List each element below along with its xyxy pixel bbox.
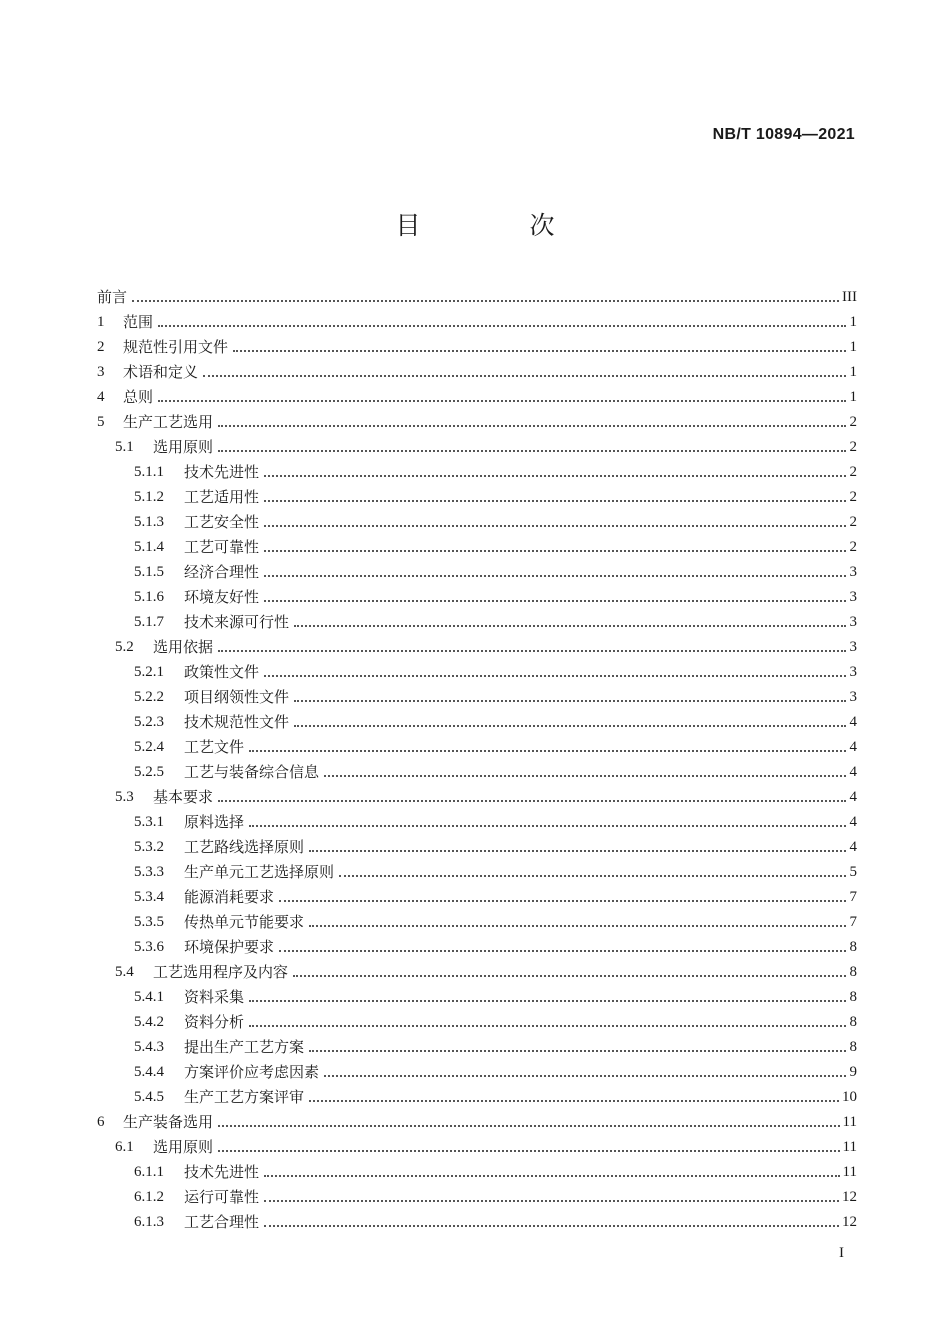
toc-leader-dots xyxy=(218,424,846,427)
toc-leader-dots xyxy=(218,799,846,802)
toc-entry-label: 工艺合理性 xyxy=(184,1213,260,1231)
toc-entry-number: 1 xyxy=(97,314,105,330)
toc-entry[interactable] xyxy=(97,760,857,785)
toc-entry[interactable] xyxy=(97,1210,857,1235)
toc-entry-number: 4 xyxy=(97,389,105,405)
toc-entry-page: 2 xyxy=(849,414,857,430)
toc-entry-page: 8 xyxy=(849,1039,857,1055)
toc-entry-number: 6 xyxy=(97,1114,105,1130)
toc-entry-label: 工艺安全性 xyxy=(184,513,260,531)
toc-leader-dots xyxy=(264,549,846,552)
toc-entry-page: 3 xyxy=(849,614,857,630)
toc-entry[interactable] xyxy=(97,1110,857,1135)
toc-entry-number: 5.4.1 xyxy=(134,989,164,1005)
toc-leader-dots xyxy=(264,474,846,477)
toc-leader-dots xyxy=(218,649,846,652)
toc-entry[interactable] xyxy=(97,960,857,985)
toc-entry[interactable] xyxy=(97,860,857,885)
toc-entry[interactable] xyxy=(97,885,857,910)
toc-entry[interactable] xyxy=(97,335,857,360)
toc-entry[interactable] xyxy=(97,460,857,485)
toc-entry-page: 1 xyxy=(849,314,857,330)
toc-leader-dots xyxy=(264,574,846,577)
toc-leader-dots xyxy=(249,1024,846,1027)
toc-entry-label: 项目纲领性文件 xyxy=(184,688,290,706)
toc-entry-label: 原料选择 xyxy=(184,813,245,831)
toc-entry-page: 11 xyxy=(842,1164,857,1180)
toc-entry-page: III xyxy=(842,289,857,305)
toc-entry[interactable] xyxy=(97,1060,857,1085)
toc-entry-label: 运行可靠性 xyxy=(184,1188,260,1206)
toc-entry-page: 12 xyxy=(842,1214,857,1230)
toc-entry-number: 5.3.1 xyxy=(134,814,164,830)
toc-entry[interactable] xyxy=(97,410,857,435)
toc-entry[interactable] xyxy=(97,435,857,460)
toc-entry-number: 5.1.5 xyxy=(134,564,164,580)
toc-entry[interactable] xyxy=(97,785,857,810)
toc-entry-page: 4 xyxy=(849,714,857,730)
toc-entry-number: 5.2.4 xyxy=(134,739,164,755)
toc-entry[interactable] xyxy=(97,710,857,735)
toc-leader-dots xyxy=(264,524,846,527)
toc-entry-number: 5.2.3 xyxy=(134,714,164,730)
toc-entry[interactable] xyxy=(97,385,857,410)
standard-code: NB/T 10894—2021 xyxy=(712,126,855,143)
toc-entry-page: 8 xyxy=(849,939,857,955)
toc-entry-number: 5.2.1 xyxy=(134,664,164,680)
toc-entry[interactable] xyxy=(97,685,857,710)
toc-leader-dots xyxy=(294,699,846,702)
toc-leader-dots xyxy=(339,874,846,877)
toc-entry-page: 3 xyxy=(849,564,857,580)
toc-entry-page: 1 xyxy=(849,389,857,405)
toc-leader-dots xyxy=(309,1049,846,1052)
toc-entry-page: 3 xyxy=(849,664,857,680)
toc-leader-dots xyxy=(294,724,846,727)
toc-entry-page: 2 xyxy=(849,514,857,530)
toc-entry-page: 12 xyxy=(842,1189,857,1205)
toc-entry-label: 技术规范性文件 xyxy=(184,713,290,731)
toc-entry-label: 选用原则 xyxy=(153,438,214,456)
toc-entry[interactable] xyxy=(97,510,857,535)
toc-entry-page: 4 xyxy=(849,789,857,805)
toc-entry-page: 4 xyxy=(849,739,857,755)
toc-entry[interactable] xyxy=(97,1185,857,1210)
toc-leader-dots xyxy=(309,849,846,852)
toc-entry-label: 工艺适用性 xyxy=(184,488,260,506)
toc-entry[interactable] xyxy=(97,810,857,835)
toc-entry-label: 环境友好性 xyxy=(184,588,260,606)
toc-entry-number: 5.4.3 xyxy=(134,1039,164,1055)
toc-entry-number: 6.1.2 xyxy=(134,1189,164,1205)
toc-entry-page: 2 xyxy=(849,464,857,480)
toc-entry-label: 提出生产工艺方案 xyxy=(184,1038,305,1056)
toc-entry-label: 基本要求 xyxy=(153,788,214,806)
toc-entry-number: 5.1.3 xyxy=(134,514,164,530)
toc-entry-number: 5.1.1 xyxy=(134,464,164,480)
toc-entry-label: 环境保护要求 xyxy=(184,938,275,956)
toc-entry-label: 生产装备选用 xyxy=(123,1113,214,1131)
toc-entry[interactable] xyxy=(97,835,857,860)
toc-leader-dots xyxy=(324,774,846,777)
toc-entry-page: 2 xyxy=(849,539,857,555)
toc-entry[interactable] xyxy=(97,1010,857,1035)
page-title: 目 次 xyxy=(395,211,597,240)
toc-entry[interactable] xyxy=(97,585,857,610)
toc-entry[interactable] xyxy=(97,1135,857,1160)
toc-entry-label: 前言 xyxy=(97,288,128,306)
toc-entry-label: 方案评价应考虑因素 xyxy=(184,1063,320,1081)
toc-entry[interactable] xyxy=(97,1160,857,1185)
toc-entry-number: 5.3.3 xyxy=(134,864,164,880)
toc-entry-page: 2 xyxy=(849,489,857,505)
toc-leader-dots xyxy=(279,899,846,902)
toc-entry-page: 11 xyxy=(842,1114,857,1130)
toc-entry[interactable] xyxy=(97,985,857,1010)
toc-entry[interactable] xyxy=(97,935,857,960)
toc-entry-page: 1 xyxy=(849,364,857,380)
toc-entry[interactable] xyxy=(97,910,857,935)
toc-entry-label: 政策性文件 xyxy=(184,663,260,681)
toc-leader-dots xyxy=(218,1149,840,1152)
toc-entry[interactable] xyxy=(97,310,857,335)
toc-leader-dots xyxy=(249,749,846,752)
toc-entry-page: 3 xyxy=(849,689,857,705)
toc-entry[interactable] xyxy=(97,1085,857,1110)
toc-entry-page: 3 xyxy=(849,589,857,605)
toc-leader-dots xyxy=(233,349,846,352)
toc-entry-label: 资料分析 xyxy=(184,1013,245,1031)
toc-entry-label: 生产工艺选用 xyxy=(123,413,214,431)
toc-entry-number: 5.3.5 xyxy=(134,914,164,930)
toc-entry-number: 6.1.3 xyxy=(134,1214,164,1230)
toc-leader-dots xyxy=(132,299,839,302)
toc-entry-page: 7 xyxy=(849,889,857,905)
toc-entry-number: 5.4 xyxy=(115,964,134,980)
toc-entry-number: 5.1.4 xyxy=(134,539,164,555)
toc-entry[interactable] xyxy=(97,610,857,635)
toc-entry-page: 8 xyxy=(849,989,857,1005)
toc-entry-number: 5.1.7 xyxy=(134,614,164,630)
toc-entry-number: 2 xyxy=(97,339,105,355)
toc-entry[interactable] xyxy=(97,635,857,660)
toc-entry-label: 生产工艺方案评审 xyxy=(184,1088,305,1106)
toc-entry-number: 6.1 xyxy=(115,1139,134,1155)
toc-leader-dots xyxy=(158,399,846,402)
toc-leader-dots xyxy=(203,374,846,377)
toc-entry-number: 3 xyxy=(97,364,105,380)
toc-entry[interactable] xyxy=(97,485,857,510)
toc-entry-label: 生产单元工艺选择原则 xyxy=(184,863,335,881)
toc-entry-label: 工艺路线选择原则 xyxy=(184,838,305,856)
toc-entry-label: 能源消耗要求 xyxy=(184,888,275,906)
toc-leader-dots xyxy=(293,974,846,977)
toc-entry-label: 技术来源可行性 xyxy=(184,613,290,631)
toc-entry-number: 5.3.6 xyxy=(134,939,164,955)
toc-leader-dots xyxy=(264,499,846,502)
toc-entry-page: 4 xyxy=(849,764,857,780)
toc-entry-label: 工艺选用程序及内容 xyxy=(153,963,289,981)
toc-entry-page: 4 xyxy=(849,839,857,855)
toc-entry-label: 工艺文件 xyxy=(184,738,245,756)
toc-leader-dots xyxy=(158,324,846,327)
toc-leader-dots xyxy=(218,449,846,452)
toc-entry-page: 4 xyxy=(849,814,857,830)
toc-entry-number: 5.2.5 xyxy=(134,764,164,780)
toc-entry-label: 工艺与装备综合信息 xyxy=(184,763,320,781)
toc-entry-page: 5 xyxy=(849,864,857,880)
toc-entry-page: 7 xyxy=(849,914,857,930)
toc-entry-number: 5.4.4 xyxy=(134,1064,164,1080)
toc-entry-label: 选用原则 xyxy=(153,1138,214,1156)
toc-entry[interactable] xyxy=(97,360,857,385)
toc-entry-number: 5.2.2 xyxy=(134,689,164,705)
toc-entry-label: 资料采集 xyxy=(184,988,245,1006)
toc-leader-dots xyxy=(294,624,846,627)
toc-leader-dots xyxy=(264,599,846,602)
toc-entry[interactable] xyxy=(97,735,857,760)
toc-entry-number: 5.1.2 xyxy=(134,489,164,505)
toc-entry-page: 10 xyxy=(842,1089,857,1105)
toc-entry-number: 6.1.1 xyxy=(134,1164,164,1180)
toc-entry[interactable] xyxy=(97,660,857,685)
toc-entry-page: 2 xyxy=(849,439,857,455)
toc-entry-number: 5.1.6 xyxy=(134,589,164,605)
toc-entry-page: 8 xyxy=(849,1014,857,1030)
toc-leader-dots xyxy=(249,824,846,827)
toc-entry-number: 5.1 xyxy=(115,439,134,455)
toc-entry[interactable] xyxy=(97,560,857,585)
toc-entry[interactable] xyxy=(97,535,857,560)
toc-entry-label: 技术先进性 xyxy=(184,463,260,481)
page-folio: I xyxy=(839,1245,844,1261)
toc-entry-page: 3 xyxy=(849,639,857,655)
toc-entry-label: 工艺可靠性 xyxy=(184,538,260,556)
toc-leader-dots xyxy=(309,924,846,927)
toc-entry-number: 5.4.2 xyxy=(134,1014,164,1030)
toc-entry-page: 1 xyxy=(849,339,857,355)
toc-leader-dots xyxy=(249,999,846,1002)
toc-entry-page: 8 xyxy=(849,964,857,980)
toc-entry-label: 术语和定义 xyxy=(123,363,199,381)
toc-entry-label: 范围 xyxy=(123,313,154,331)
toc-entry-label: 选用依据 xyxy=(153,638,214,656)
toc-leader-dots xyxy=(218,1124,840,1127)
toc-leader-dots xyxy=(264,674,846,677)
toc-entry-number: 5 xyxy=(97,414,105,430)
toc-entry-number: 5.2 xyxy=(115,639,134,655)
table-of-contents xyxy=(97,285,857,1235)
toc-entry-label: 经济合理性 xyxy=(184,563,260,581)
toc-entry[interactable] xyxy=(97,285,857,310)
toc-entry-label: 规范性引用文件 xyxy=(123,338,229,356)
toc-leader-dots xyxy=(279,949,846,952)
toc-leader-dots xyxy=(309,1099,839,1102)
toc-entry-label: 传热单元节能要求 xyxy=(184,913,305,931)
toc-leader-dots xyxy=(264,1174,840,1177)
toc-entry[interactable] xyxy=(97,1035,857,1060)
toc-entry-label: 总则 xyxy=(123,388,154,406)
toc-entry-page: 11 xyxy=(842,1139,857,1155)
toc-entry-page: 9 xyxy=(849,1064,857,1080)
toc-entry-number: 5.3.2 xyxy=(134,839,164,855)
toc-leader-dots xyxy=(264,1199,839,1202)
toc-leader-dots xyxy=(264,1224,839,1227)
toc-entry-number: 5.3.4 xyxy=(134,889,164,905)
toc-entry-number: 5.3 xyxy=(115,789,134,805)
toc-leader-dots xyxy=(324,1074,846,1077)
toc-entry-label: 技术先进性 xyxy=(184,1163,260,1181)
toc-entry-number: 5.4.5 xyxy=(134,1089,164,1105)
